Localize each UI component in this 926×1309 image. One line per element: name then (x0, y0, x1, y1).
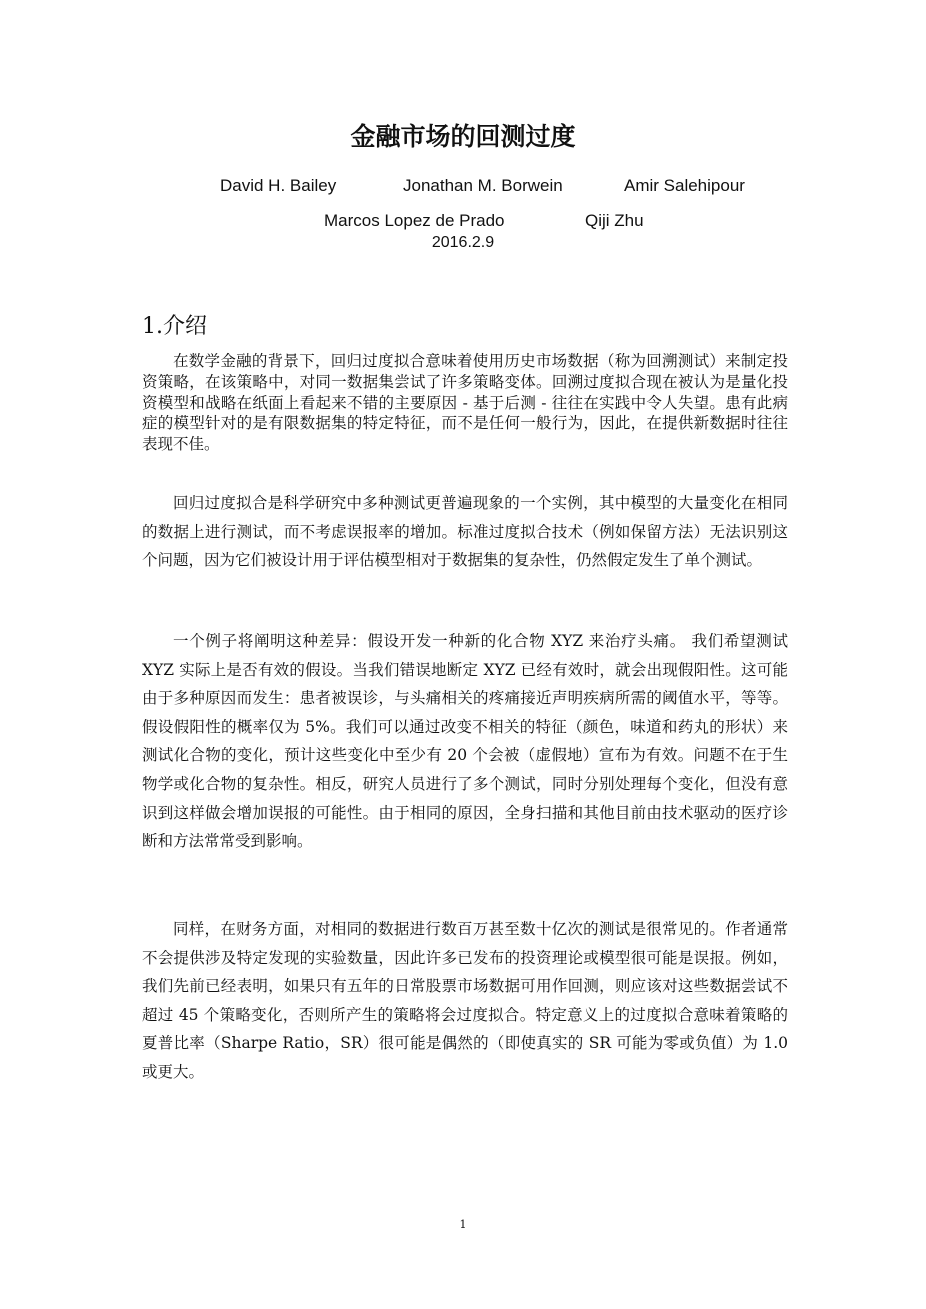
author-name: Qiji Zhu (585, 211, 644, 230)
page-number: 1 (459, 1218, 467, 1231)
author-name: David H. Bailey (220, 176, 337, 195)
body-paragraph: 回归过度拟合是科学研究中多种测试更普遍现象的一个实例，其中模型的大量变化在相同的数据上进行测试，而不考虑误报率的增加。标准过度拟合技术（例如保留方法）无法识别这个问题，因为它们被设计用于评估模型相对于数据集的复杂性，仍然假定发生了单个测试。 (142, 494, 788, 570)
body-paragraph: 一个例子将阐明这种差异：假设开发一种新的化合物 XYZ 来治疗头痛。 我们希望测试 XYZ 实际上是否有效的假设。当我们错误地断定 XYZ 已经有效时，就会出现假阳性。这可能由于多种原因而发生：患者被误诊，与头痛相关的疼痛接近声明疾病所需的阈值水平，等等。假设假阳性的概率仅为 5%。我们可以通过改变不相关的特征（颜色，味道和药丸的形状）来测试化合物的变化，预计这些变化中至少有 20 个会被（虚假地）宣布为有效。问题不在于生物学或化合物的复杂性。相反，研究人员进行了多个测试，同时分别处理每个变化，但没有意识到这样做会增加误报的可能性。由于相同的原因，全身扫描和其他目前由技术驱动的医疗诊断和方法常常受到影响。 (142, 632, 788, 851)
section-heading: 1.介绍 (142, 314, 207, 339)
author-name: Marcos Lopez de Prado (324, 211, 505, 230)
author-name: Amir Salehipour (624, 176, 745, 195)
author-name: Jonathan M. Borwein (403, 176, 563, 195)
publication-date: 2016.2.9 (431, 234, 495, 251)
body-paragraph: 在数学金融的背景下，回归过度拟合意味着使用历史市场数据（称为回溯测试）来制定投资策略，在该策略中，对同一数据集尝试了许多策略变体。回溯过度拟合现在被认为是量化投资模型和战略在纸面上看起来不错的主要原因 - 基于后测 - 往往在实践中令人失望。患有此病症的模型针对的是有限数据集的特定特征，而不是任何一般行为，因此，在提供新数据时往往表现不佳。 (142, 352, 788, 454)
body-paragraph: 同样，在财务方面，对相同的数据进行数百万甚至数十亿次的测试是很常见的。作者通常不会提供涉及特定发现的实验数量，因此许多已发布的投资理论或模型很可能是误报。例如，我们先前已经表明，如果只有五年的日常股票市场数据可用作回测，则应该对这些数据尝试不超过 45 个策略变化，否则所产生的策略将会过度拟合。特定意义上的过度拟合意味着策略的夏普比率（Sharpe Ratio，SR）很可能是偶然的（即使真实的 SR 可能为零或负值）为 1.0 或更大。 (142, 920, 788, 1081)
paper-title: 金融市场的回测过度 (350, 122, 576, 151)
